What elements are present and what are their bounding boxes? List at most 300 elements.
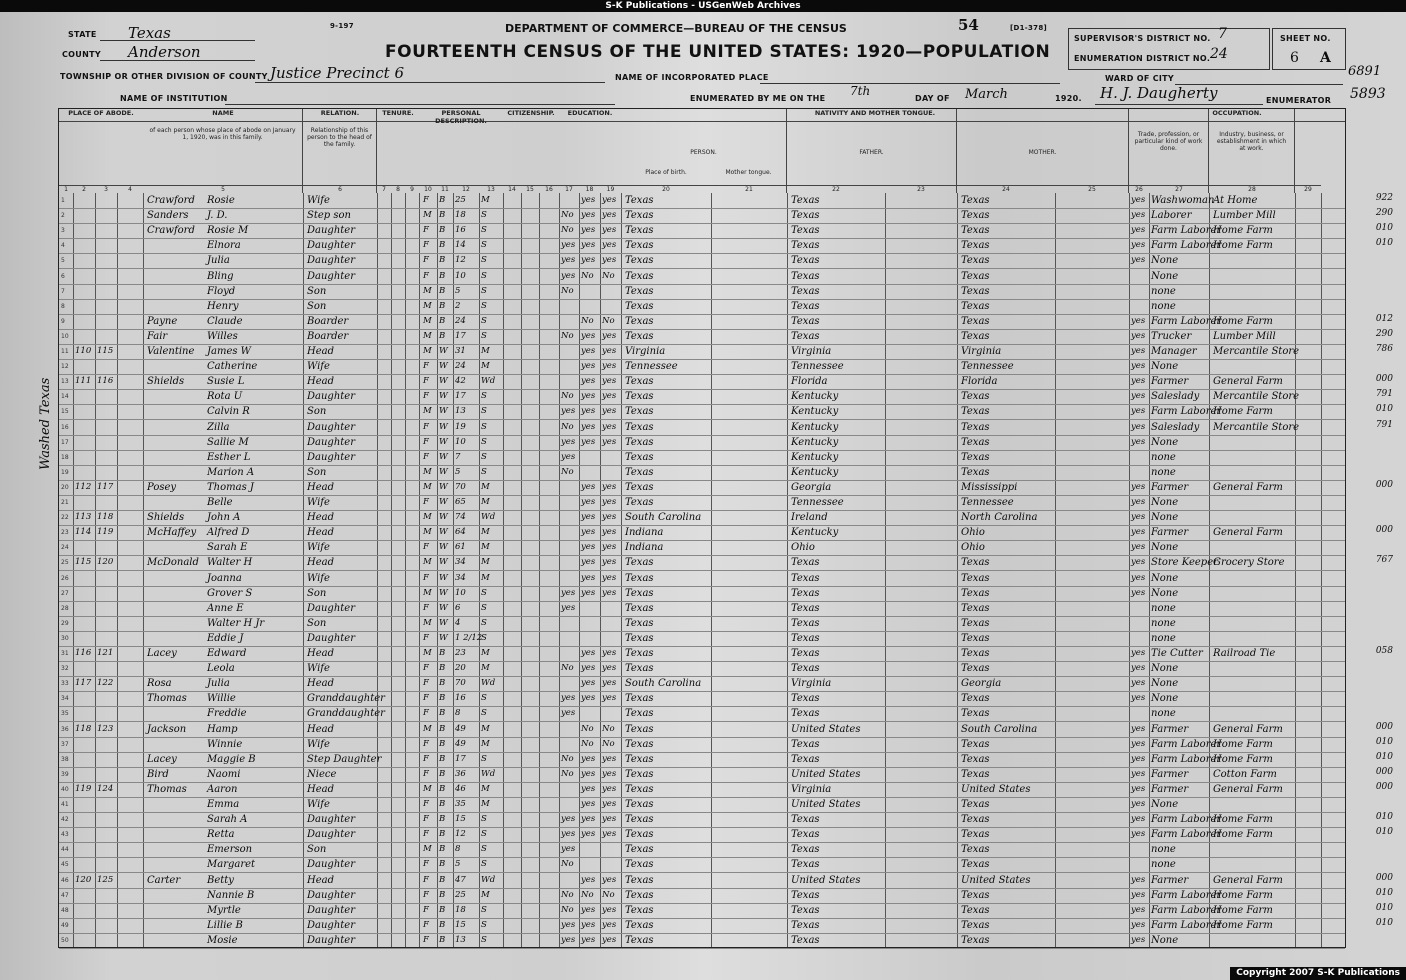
occupation-code: 010 <box>1375 887 1393 898</box>
cell-given: Belle <box>207 497 233 508</box>
cell-ind: Lumber Mill <box>1213 330 1276 342</box>
state-value: Texas <box>128 24 171 42</box>
cell-ms: S <box>481 225 487 236</box>
cell-read: No <box>581 889 594 900</box>
cell-pob: Texas <box>625 481 654 493</box>
cell-ln: 30 <box>61 634 69 642</box>
cell-given: Rosie M <box>207 225 249 237</box>
cell-pob: Texas <box>625 874 654 886</box>
cell-write: yes <box>602 919 617 930</box>
cell-race: W <box>439 466 448 477</box>
cell-surname: Shields <box>147 512 185 524</box>
cell-ln: 32 <box>61 665 69 673</box>
cell-race: B <box>439 783 446 794</box>
cell-mpob: Texas <box>961 844 990 856</box>
cell-rel: Son <box>307 300 327 312</box>
table-row <box>59 359 1345 375</box>
cell-pob: Texas <box>625 829 654 841</box>
cell-school: No <box>561 904 574 915</box>
cell-given: Lillie B <box>207 919 243 931</box>
trade-header: Trade, profession, or particular kind of work done. <box>1129 109 1209 193</box>
column-number: 21 <box>711 185 787 194</box>
table-row <box>59 691 1345 707</box>
cell-ms: S <box>481 632 487 643</box>
cell-age: 10 <box>455 270 466 281</box>
group-relation: RELATION. <box>303 109 377 122</box>
cell-mpob: South Carolina <box>961 723 1038 735</box>
cell-rel: Head <box>307 527 335 539</box>
cell-write: yes <box>602 904 617 915</box>
cell-mpob: Texas <box>961 587 990 599</box>
cell-read: yes <box>581 240 596 251</box>
cell-pob: Texas <box>625 497 654 508</box>
cell-occ: None <box>1151 542 1179 554</box>
cell-sex: F <box>423 799 429 809</box>
cell-race: W <box>439 617 448 628</box>
cell-pob: Indiana <box>625 527 664 539</box>
cell-write: yes <box>602 572 617 583</box>
cell-eng: yes <box>1131 330 1146 341</box>
cell-given: Grover S <box>207 587 253 599</box>
cell-fam: 116 <box>97 376 114 387</box>
cell-read: yes <box>581 829 596 840</box>
cell-rel: Wife <box>307 738 330 750</box>
occupation-code: 786 <box>1375 344 1393 354</box>
cell-given: Willie <box>207 693 236 705</box>
cell-read: yes <box>581 587 596 598</box>
cell-mpob: Tennessee <box>961 497 1014 508</box>
cell-age: 15 <box>455 814 466 825</box>
cell-rel: Daughter <box>307 391 355 403</box>
cell-fpob: Ohio <box>791 542 815 554</box>
cell-write: yes <box>602 587 617 598</box>
cell-given: J. D. <box>207 210 228 222</box>
cell-school: yes <box>561 436 576 447</box>
cell-read: yes <box>581 361 596 372</box>
cell-ms: S <box>481 919 487 930</box>
cell-fpob: Texas <box>791 255 820 267</box>
relation-header: Relationship of this person to the head of the family. <box>303 109 377 193</box>
cell-ln: 21 <box>61 499 69 506</box>
cell-occ: None <box>1151 255 1179 267</box>
cell-fpob: Texas <box>791 195 820 206</box>
cell-given: Hamp <box>207 723 238 735</box>
table-row <box>59 812 1393 828</box>
cell-ln: 16 <box>61 423 69 431</box>
table-row <box>59 253 1345 269</box>
cell-mpob: Texas <box>961 255 990 267</box>
cell-school: yes <box>561 919 576 930</box>
cell-surname: Payne <box>147 315 178 327</box>
cell-dw: 119 <box>75 783 92 794</box>
cell-rel: Daughter <box>307 829 355 841</box>
cell-write: yes <box>602 361 617 372</box>
column-number: 28 <box>1209 185 1295 194</box>
cell-ms: M <box>481 481 490 492</box>
cell-ind: Home Farm <box>1213 889 1273 901</box>
state-label: STATE <box>68 30 97 39</box>
cell-read: yes <box>581 346 596 356</box>
column-number: 19 <box>600 185 621 194</box>
cell-ind: At Home <box>1213 195 1258 206</box>
cell-given: Bling <box>207 270 234 282</box>
cell-mpob: Tennessee <box>961 361 1014 373</box>
cell-pob: Texas <box>625 859 654 871</box>
column-number: 2 <box>73 185 95 194</box>
cell-ms: S <box>481 255 487 266</box>
cell-rel: Boarder <box>307 330 349 342</box>
cell-mpob: Texas <box>961 572 990 584</box>
cell-age: 2 <box>455 300 461 311</box>
cell-race: B <box>439 859 446 870</box>
cell-ms: S <box>481 753 487 764</box>
cell-mpob: Texas <box>961 889 990 901</box>
cell-write: yes <box>602 406 617 417</box>
cell-eng: yes <box>1131 799 1146 809</box>
cell-age: 31 <box>455 346 466 356</box>
cell-ln: 26 <box>61 574 69 582</box>
cell-write: No <box>602 315 615 326</box>
cell-read: yes <box>581 436 596 447</box>
column-number: 14 <box>503 185 521 194</box>
cell-race: B <box>439 904 446 915</box>
cell-age: 5 <box>455 466 461 477</box>
cell-pob: Texas <box>625 285 654 297</box>
cell-school: No <box>561 663 574 674</box>
table-row <box>59 328 1393 345</box>
column-number: 26 <box>1129 185 1149 194</box>
cell-fpob: United States <box>791 799 861 810</box>
cell-race: B <box>439 678 446 689</box>
cell-ms: S <box>481 829 487 840</box>
cell-sex: M <box>423 285 432 296</box>
cell-ms: M <box>481 889 490 900</box>
cell-given: Joanna <box>207 572 242 584</box>
cell-age: 18 <box>455 210 466 221</box>
cell-ln: 42 <box>61 816 69 824</box>
cell-ind: Home Farm <box>1213 240 1273 252</box>
table-row <box>59 857 1345 873</box>
cell-read: yes <box>581 919 596 930</box>
cell-rel: Head <box>307 783 335 795</box>
cell-race: B <box>439 814 446 825</box>
occupation-code: 010 <box>1375 917 1393 928</box>
cell-occ: Laborer <box>1151 210 1192 222</box>
cell-write: yes <box>602 783 617 794</box>
cell-given: Julia <box>207 678 230 690</box>
cell-occ: Washwoman <box>1151 195 1215 206</box>
cell-occ: Farm Laborer <box>1151 406 1222 418</box>
department-heading: DEPARTMENT OF COMMERCE—BUREAU OF THE CENSUS <box>505 22 847 35</box>
cell-read: yes <box>581 814 596 825</box>
cell-read: No <box>581 270 594 281</box>
institution-label: NAME OF INSTITUTION <box>120 94 228 103</box>
table-row <box>59 661 1345 677</box>
cell-fpob: Texas <box>791 648 820 659</box>
cell-mpob: Texas <box>961 904 990 916</box>
cell-pob: Texas <box>625 225 654 237</box>
column-number: 7 <box>377 185 391 194</box>
cell-given: Eddie J <box>207 632 244 644</box>
cell-surname: Shields <box>147 376 185 388</box>
cell-ms: Wd <box>481 768 496 779</box>
cell-ind: Lumber Mill <box>1213 210 1276 222</box>
cell-given: Rosie <box>207 195 235 206</box>
cell-fpob: Texas <box>791 889 820 901</box>
cell-fpob: Texas <box>791 315 820 327</box>
form-code: 9-197 <box>330 22 354 30</box>
cell-ms: S <box>481 436 487 447</box>
cell-occ: Farmer <box>1151 874 1189 886</box>
column-number: 18 <box>579 185 600 194</box>
cell-rel: Daughter <box>307 919 355 931</box>
table-row <box>59 872 1393 889</box>
cell-occ: none <box>1151 617 1176 629</box>
cell-read: yes <box>581 678 596 689</box>
cell-fam: 122 <box>97 678 114 689</box>
cell-rel: Daughter <box>307 436 355 448</box>
cell-occ: Farm Laborer <box>1151 919 1222 931</box>
cell-pob: Indiana <box>625 542 664 554</box>
cell-eng: yes <box>1131 874 1146 885</box>
cell-ind: Home Farm <box>1213 315 1273 327</box>
cell-read: yes <box>581 648 596 658</box>
cell-fam: 118 <box>97 512 114 523</box>
cell-race: B <box>439 240 446 251</box>
cell-given: Julia <box>207 255 230 267</box>
cell-ln: 41 <box>61 801 69 808</box>
cell-given: Catherine <box>207 361 258 373</box>
cell-sex: F <box>423 889 429 900</box>
occupation-code: 010 <box>1375 238 1393 249</box>
cell-read: yes <box>581 376 596 387</box>
cell-rel: Son <box>307 285 327 297</box>
cell-sex: F <box>423 421 429 432</box>
cell-age: 13 <box>455 406 466 417</box>
cell-fpob: Texas <box>791 270 820 282</box>
cell-age: 61 <box>455 542 466 553</box>
cell-surname: Carter <box>147 874 181 886</box>
cell-write: yes <box>602 436 617 447</box>
cell-race: W <box>439 346 448 356</box>
sheet-value: 6 <box>1290 50 1299 66</box>
cell-given: Walter H Jr <box>207 617 265 629</box>
cell-occ: None <box>1151 799 1179 810</box>
cell-rel: Son <box>307 587 327 599</box>
enumeration-month: March <box>965 87 1008 102</box>
cell-rel: Son <box>307 844 327 856</box>
cell-dw: 120 <box>75 874 92 885</box>
cell-age: 6 <box>455 602 461 613</box>
cell-eng: yes <box>1131 814 1146 825</box>
column-number: 12 <box>453 185 479 194</box>
cell-sex: F <box>423 602 429 613</box>
cell-mpob: Texas <box>961 406 990 418</box>
cell-fam: 123 <box>97 723 114 734</box>
cell-write: No <box>602 723 615 734</box>
cell-read: yes <box>581 330 596 341</box>
cell-mpob: North Carolina <box>961 512 1038 524</box>
cell-race: B <box>439 693 446 704</box>
cell-write: yes <box>602 768 617 779</box>
cell-rel: Son <box>307 466 327 478</box>
cell-dw: 114 <box>75 527 92 538</box>
cell-ms: S <box>481 421 487 432</box>
cell-mpob: Texas <box>961 466 990 478</box>
cell-occ: None <box>1151 934 1179 946</box>
cell-pob: Texas <box>625 663 654 675</box>
sheet-label: SHEET NO. <box>1280 34 1331 43</box>
cell-school: yes <box>561 406 576 417</box>
table-row <box>59 404 1393 420</box>
cell-mpob: Florida <box>961 376 998 388</box>
cell-ln: 34 <box>61 695 69 703</box>
cell-rel: Head <box>307 481 335 493</box>
cell-given: Edward <box>207 648 247 659</box>
cell-sex: M <box>423 783 432 794</box>
cell-eng: yes <box>1131 904 1146 915</box>
cell-given: Nannie B <box>207 889 255 901</box>
table-row <box>59 525 1393 541</box>
cell-mpob: Virginia <box>961 346 1002 357</box>
cell-race: W <box>439 557 448 568</box>
cell-given: Floyd <box>207 285 236 297</box>
cell-sex: F <box>423 934 429 945</box>
cell-fpob: Texas <box>791 557 820 569</box>
cell-read: yes <box>581 225 596 236</box>
cell-given: Walter H <box>207 557 253 569</box>
cell-occ: None <box>1151 270 1179 282</box>
cell-race: W <box>439 632 448 643</box>
cell-ind: Railroad Tie <box>1213 648 1276 659</box>
cell-given: Henry <box>207 300 239 312</box>
cell-surname: McDonald <box>147 557 199 569</box>
cell-write: yes <box>602 874 617 885</box>
cell-pob: Texas <box>625 466 654 478</box>
table-row <box>59 616 1345 632</box>
cell-rel: Head <box>307 346 335 357</box>
cell-rel: Daughter <box>307 255 355 267</box>
cell-write: yes <box>602 255 617 266</box>
cell-eng: yes <box>1131 315 1146 326</box>
cell-fpob: Ireland <box>791 512 828 524</box>
occupation-code: 000 <box>1375 872 1393 883</box>
cell-sex: F <box>423 678 429 689</box>
column-number: 16 <box>539 185 559 194</box>
cell-read: yes <box>581 542 596 553</box>
cell-surname: McHaffey <box>147 527 197 539</box>
cell-sex: F <box>423 753 429 764</box>
cell-surname: Thomas <box>147 693 187 705</box>
cell-fpob: Kentucky <box>791 527 839 539</box>
column-number: 9 <box>405 185 419 194</box>
cell-sex: F <box>423 814 429 825</box>
cell-ms: S <box>481 466 487 477</box>
cell-sex: M <box>423 648 432 658</box>
cell-given: James W <box>207 346 251 357</box>
cell-race: B <box>439 330 446 341</box>
cell-ln: 4 <box>61 242 65 250</box>
cell-ln: 46 <box>61 876 69 884</box>
cell-fam: 121 <box>97 648 114 658</box>
cell-eng: yes <box>1131 542 1146 553</box>
cell-fpob: Texas <box>791 904 820 916</box>
cell-sex: F <box>423 361 429 372</box>
cell-fpob: Texas <box>791 934 820 946</box>
cell-write: yes <box>602 542 617 553</box>
cell-age: 25 <box>455 889 466 900</box>
cell-race: W <box>439 542 448 553</box>
column-number: 1 <box>59 185 73 194</box>
cell-school: yes <box>561 602 576 613</box>
cell-mpob: Texas <box>961 602 990 614</box>
cell-sex: F <box>423 391 429 402</box>
cell-write: yes <box>602 527 617 538</box>
table-row <box>59 269 1345 285</box>
cell-ind: Mercantile Store <box>1213 346 1300 357</box>
cell-race: B <box>439 768 446 779</box>
cell-pob: Texas <box>625 557 654 569</box>
cell-pob: Texas <box>625 919 654 931</box>
cell-occ: none <box>1151 708 1176 720</box>
cell-eng: yes <box>1131 195 1146 205</box>
cell-rel: Daughter <box>307 225 355 237</box>
cell-mpob: Texas <box>961 330 990 342</box>
table-row <box>59 419 1393 436</box>
cell-ln: 23 <box>61 529 69 537</box>
cell-read: yes <box>581 663 596 674</box>
cell-ms: M <box>481 723 490 734</box>
cell-pob: Texas <box>625 693 654 705</box>
cell-ind: Home Farm <box>1213 829 1273 841</box>
cell-sex: F <box>423 919 429 930</box>
cell-rel: Wife <box>307 663 330 675</box>
cell-age: 47 <box>455 874 466 885</box>
cell-write: No <box>602 889 615 900</box>
cell-fpob: Virginia <box>791 346 832 357</box>
table-row <box>59 586 1345 602</box>
table-row <box>59 601 1345 617</box>
cell-rel: Wife <box>307 572 330 584</box>
table-row <box>59 208 1393 224</box>
cell-given: John A <box>207 512 241 524</box>
cell-eng: yes <box>1131 829 1146 840</box>
cell-pob: Texas <box>625 783 654 795</box>
cell-rel: Son <box>307 406 327 418</box>
cell-read: No <box>581 738 594 749</box>
cell-ms: S <box>481 315 487 326</box>
cell-ind: Mercantile Store <box>1213 391 1300 403</box>
column-number: 11 <box>437 185 453 194</box>
cell-occ: none <box>1151 602 1176 614</box>
cell-race: B <box>439 919 446 930</box>
cell-ln: 20 <box>61 483 69 491</box>
cell-ln: 38 <box>61 755 69 763</box>
cell-eng: yes <box>1131 527 1146 538</box>
group-education: EDUCATION. <box>559 109 621 122</box>
cell-rel: Daughter <box>307 632 355 644</box>
column-number: 27 <box>1149 185 1209 194</box>
cell-pob: Texas <box>625 648 654 659</box>
cell-fam: 119 <box>97 527 114 538</box>
occupation-code: 791 <box>1375 419 1393 430</box>
cell-ms: M <box>481 195 490 205</box>
column-number: 6 <box>303 185 377 194</box>
cell-mpob: United States <box>961 783 1031 795</box>
cell-fpob: Georgia <box>791 481 832 493</box>
cell-dw: 117 <box>75 678 92 689</box>
cell-rel: Wife <box>307 497 330 508</box>
